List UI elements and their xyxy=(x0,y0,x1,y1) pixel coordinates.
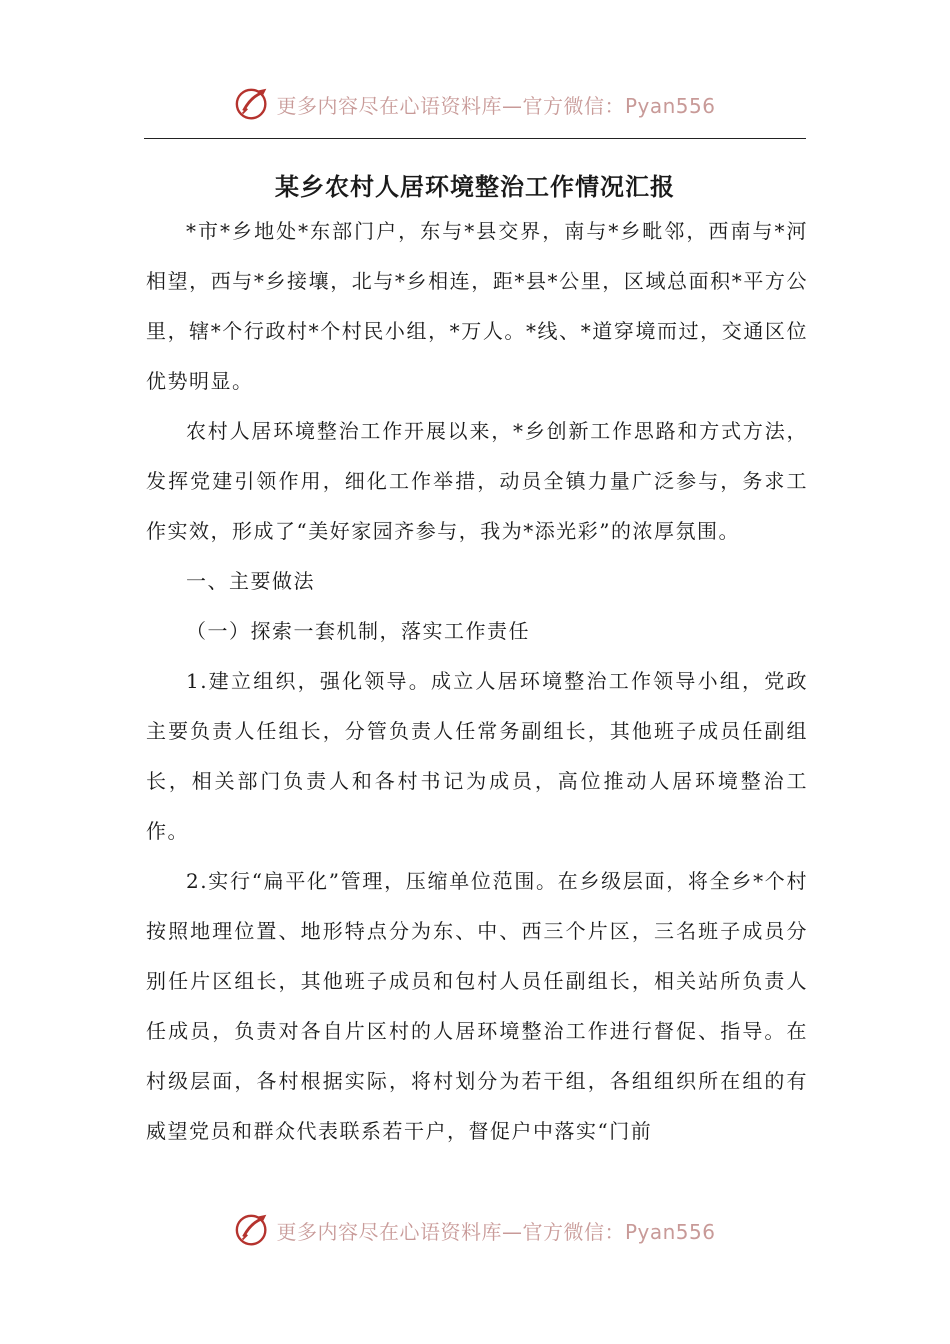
paragraph: 2.实行“扁平化”管理，压缩单位范围。在乡级层面，将全乡*个村按照地理位置、地形特点分为东、中、西三个片区，三名班子成员分别任片区组长，其他班子成员和包村人员任副组长，相关站所负责人任成员，负责对各自片区村的人居环境整治工作进行督促、指导。在村级层面，各村根据实际，将村划分为若干组，各组组织所在组的有威望党员和群众代表联系若干户，督促户中落实“门前 xyxy=(146,869,808,1143)
footer-banner xyxy=(0,1208,950,1252)
paragraph: 1.建立组织，强化领导。成立人居环境整治工作领导小组，党政主要负责人任组长，分管负责人任常务副组长，其他班子成员任副组长，相关部门负责人和各村书记为成员，高位推动人居环境整治工作。 xyxy=(146,669,808,843)
section-heading: 一、主要做法 xyxy=(186,569,315,593)
header-divider xyxy=(144,138,806,139)
paragraph: *市*乡地处*东部门户，东与*县交界，南与*乡毗邻，西南与*河相望，西与*乡接壤，北与*乡相连，距*县*公里，区域总面积*平方公里，辖*个行政村*个村民小组，*万人。*线、*道穿境而过，交通区位优势明显。 xyxy=(146,219,808,393)
pen-logo-icon xyxy=(234,1211,272,1249)
document-title: 某乡农村人居环境整治工作情况汇报 xyxy=(275,172,675,201)
document-body xyxy=(146,206,808,1156)
paragraph: 农村人居环境整治工作开展以来，*乡创新工作思路和方式方法，发挥党建引领作用，细化工作举措，动员全镇力量广泛参与，务求工作实效，形成了“美好家园齐参与，我为*添光彩”的浓厚氛围。 xyxy=(146,419,808,543)
subsection-heading: （一）探索一套机制，落实工作责任 xyxy=(186,619,530,643)
pen-logo-icon xyxy=(234,85,272,123)
header-banner-text: 更多内容尽在心语资料库—官方微信：Pyan556 xyxy=(276,93,716,118)
header-banner xyxy=(0,82,950,126)
footer-banner-text: 更多内容尽在心语资料库—官方微信：Pyan556 xyxy=(276,1219,716,1244)
